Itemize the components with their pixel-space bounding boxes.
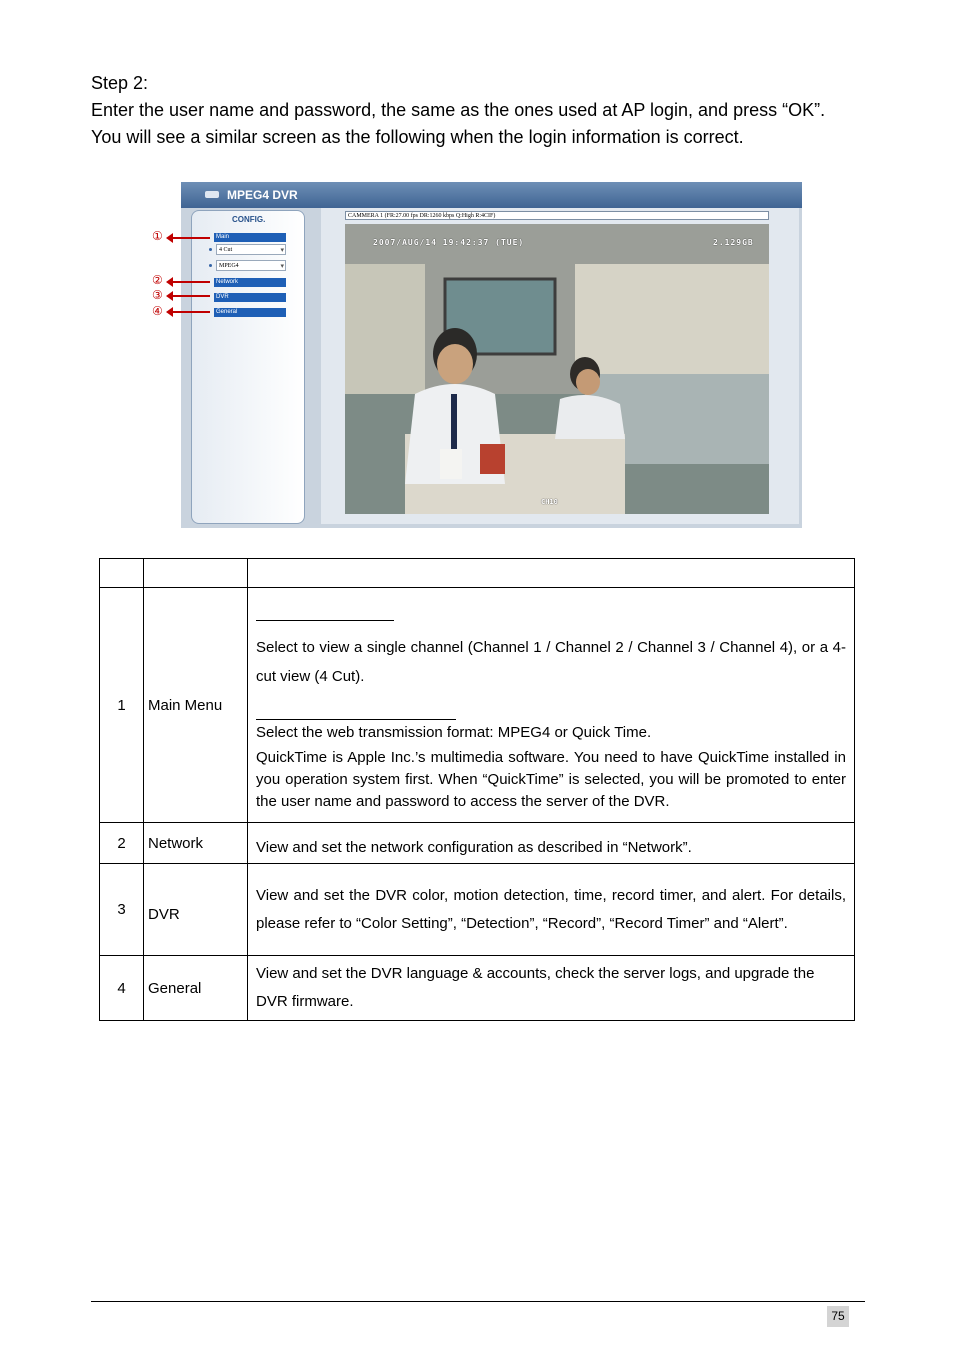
row-number: 4 (100, 956, 144, 1021)
page-number: 75 (827, 1306, 849, 1327)
table-row (100, 823, 855, 864)
intro-line-1: Enter the user name and password, the same as the ones used at AP login, and press “OK”. (91, 100, 826, 120)
dvr-screenshot (181, 182, 802, 528)
app-titlebar (181, 182, 802, 208)
desc-para-2: Select the web transmission format: MPEG4 or Quick Time. (256, 723, 652, 741)
callout-arrow-icon (170, 295, 210, 297)
menu-general-button[interactable]: General (214, 308, 286, 317)
callout-2: ② (152, 273, 163, 287)
row-item: General (144, 956, 248, 1021)
view-select[interactable]: 4 Cut ▾ (216, 244, 286, 255)
desc-para-1: Select to view a single channel (Channel 1 / Channel 2 / Channel 3 / Channel 4), or a 4-cut view (4 Cut). (256, 638, 846, 685)
row-number: 2 (100, 823, 144, 864)
callout-arrow-icon (170, 311, 210, 313)
row-number: 3 (100, 864, 144, 956)
callout-4: ④ (152, 304, 163, 318)
config-label: CONFIG. (232, 215, 266, 224)
row-description: View and set the DVR language & accounts, check the server logs, and upgrade the DVR firmware. (248, 956, 855, 1021)
menu-dvr-button[interactable]: DVR (214, 293, 286, 302)
menu-network-button[interactable]: Network (214, 278, 286, 287)
office-scene-image (345, 224, 769, 514)
bullet-icon (209, 248, 212, 251)
callout-3: ③ (152, 288, 163, 302)
camera-status-bar: CAMMERA 1 (FR:27.00 fps DR:1260 kbps Q:High R:4CIF) (345, 211, 769, 220)
table-row (100, 956, 855, 1021)
intro-text (91, 70, 891, 151)
row-number: 1 (100, 588, 144, 823)
format-select[interactable]: MPEG4 ▾ (216, 260, 286, 271)
table-row (100, 864, 855, 956)
config-sidebar (191, 210, 305, 524)
table-cell (248, 559, 855, 588)
callout-arrow-icon (170, 281, 210, 283)
footer-rule (91, 1301, 865, 1302)
table-cell (144, 559, 248, 588)
table-row (100, 588, 855, 823)
video-panel (321, 208, 799, 524)
menu-main-button[interactable]: Main (214, 233, 286, 242)
bullet-icon (209, 264, 212, 267)
callout-arrow-icon (170, 237, 210, 239)
row-item: Network (144, 823, 248, 864)
app-logo-icon (205, 191, 219, 198)
table-header-row (100, 559, 855, 588)
row-description: View and set the network configuration as described in “Network”. (248, 823, 855, 864)
desc-para-3: QuickTime is Apple Inc.’s multimedia software. You need to have QuickTime installed in you operation system first. When “QuickTime” is selected, you will be promoted to enter the user name and password to access the server of the DVR. (256, 748, 846, 810)
row-description (248, 588, 855, 823)
osd-storage: 2.129GB (713, 238, 754, 247)
step-label: Step 2: (91, 73, 149, 93)
camera-video-feed (345, 224, 769, 514)
osd-channel: CH10 (541, 498, 558, 506)
row-item: DVR (144, 864, 248, 956)
row-description: View and set the DVR color, motion detection, time, record timer, and alert. For details, please refer to “Color Setting”, “Detection”, “Record”, “Record Timer” and “Alert”. (248, 864, 855, 956)
menu-description-table (99, 558, 855, 1021)
intro-line-2: You will see a similar screen as the following when the login information is correct. (91, 127, 744, 147)
subheading-underline (256, 604, 394, 621)
table-cell (100, 559, 144, 588)
osd-datetime: 2007/AUG/14 19:42:37 (TUE) (373, 238, 525, 247)
row-item: Main Menu (144, 588, 248, 823)
callout-1: ① (152, 229, 163, 243)
app-title: MPEG4 DVR (227, 188, 298, 202)
